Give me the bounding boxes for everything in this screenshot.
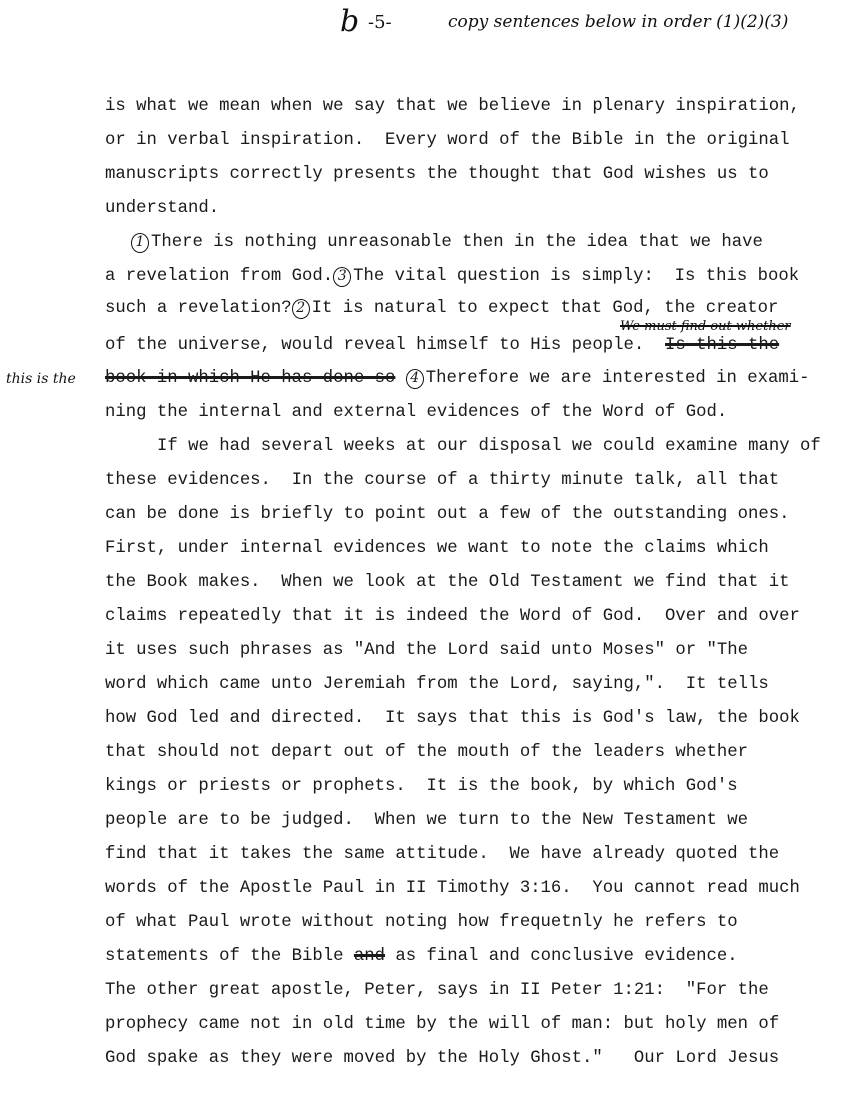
text-line (105, 336, 779, 356)
text-span: as final and conclusive evidence. (395, 947, 738, 966)
crossed-handwritten-note: We must find out whether (620, 319, 791, 334)
text-line: kings or priests or prophets. It is the book, by which God's (105, 777, 738, 796)
text-span: There is nothing unreasonable then in the idea that we have (151, 233, 763, 252)
text-span: statements of the Bible (105, 947, 344, 966)
text-line (105, 947, 738, 967)
circled-marker-1: 1 (131, 233, 149, 253)
text-line: words of the Apostle Paul in II Timothy 3:16. You cannot read much (105, 879, 800, 898)
struck-text: and (353, 947, 386, 966)
text-line: can be done is briefly to point out a few of the outstanding ones. (105, 505, 790, 524)
text-line: find that it takes the same attitude. We have already quoted the (105, 845, 780, 864)
handwritten-insertion: this is the (6, 371, 76, 387)
text-span: of the universe, would reveal himself to His people. (105, 336, 645, 355)
text-span: a revelation from God. (105, 267, 334, 286)
struck-text: Is this the (665, 336, 780, 355)
text-line: that should not depart out of the mouth of the leaders whether (105, 743, 748, 762)
circled-marker-3: 3 (333, 267, 351, 287)
text-line: First, under internal evidences we want to note the claims which (105, 539, 769, 558)
text-span: such a revelation? (105, 299, 292, 318)
text-line: understand. (105, 199, 220, 218)
struck-text: book in which He has done so (105, 369, 396, 388)
page-number: -5- (368, 12, 392, 33)
text-span: It is natural to expect that God, the creator (311, 299, 779, 318)
circled-marker-4: 4 (406, 369, 424, 389)
text-line: The other great apostle, Peter, says in II Peter 1:21: "For the (105, 981, 769, 1000)
text-line: or in verbal inspiration. Every word of the Bible in the original (105, 131, 790, 150)
text-line: prophecy came not in old time by the will of man: but holy men of (105, 1015, 780, 1034)
text-line: these evidences. In the course of a thirty minute talk, all that (105, 471, 780, 490)
text-span: Therefore we are interested in exami- (425, 369, 810, 388)
text-line: how God led and directed. It says that this is God's law, the book (105, 709, 800, 728)
text-line: ning the internal and external evidences of the Word of God. (105, 403, 728, 422)
text-line: claims repeatedly that it is indeed the Word of God. Over and over (105, 607, 800, 626)
text-line: the Book makes. When we look at the Old Testament we find that it (105, 573, 790, 592)
text-line (105, 369, 809, 389)
text-line: is what we mean when we say that we believe in plenary inspiration, (105, 97, 800, 116)
text-line: God spake as they were moved by the Holy Ghost." Our Lord Jesus (105, 1049, 780, 1068)
text-line (105, 299, 778, 319)
text-line: people are to be judged. When we turn to the New Testament we (105, 811, 748, 830)
text-line: it uses such phrases as "And the Lord said unto Moses" or "The (105, 641, 748, 660)
handwritten-instruction: copy sentences below in order (1)(2)(3) (448, 12, 789, 32)
text-line (105, 267, 799, 287)
handwritten-mark: b (340, 4, 360, 39)
text-line: word which came unto Jeremiah from the Lord, saying,". It tells (105, 675, 769, 694)
text-line: If we had several weeks at our disposal we could examine many of (157, 437, 821, 456)
text-line: manuscripts correctly presents the thought that God wishes us to (105, 165, 769, 184)
text-span: The vital question is simply: Is this book (353, 267, 800, 286)
text-line (131, 233, 763, 253)
text-line: of what Paul wrote without noting how frequetnly he refers to (105, 913, 738, 932)
circled-marker-2: 2 (292, 299, 310, 319)
